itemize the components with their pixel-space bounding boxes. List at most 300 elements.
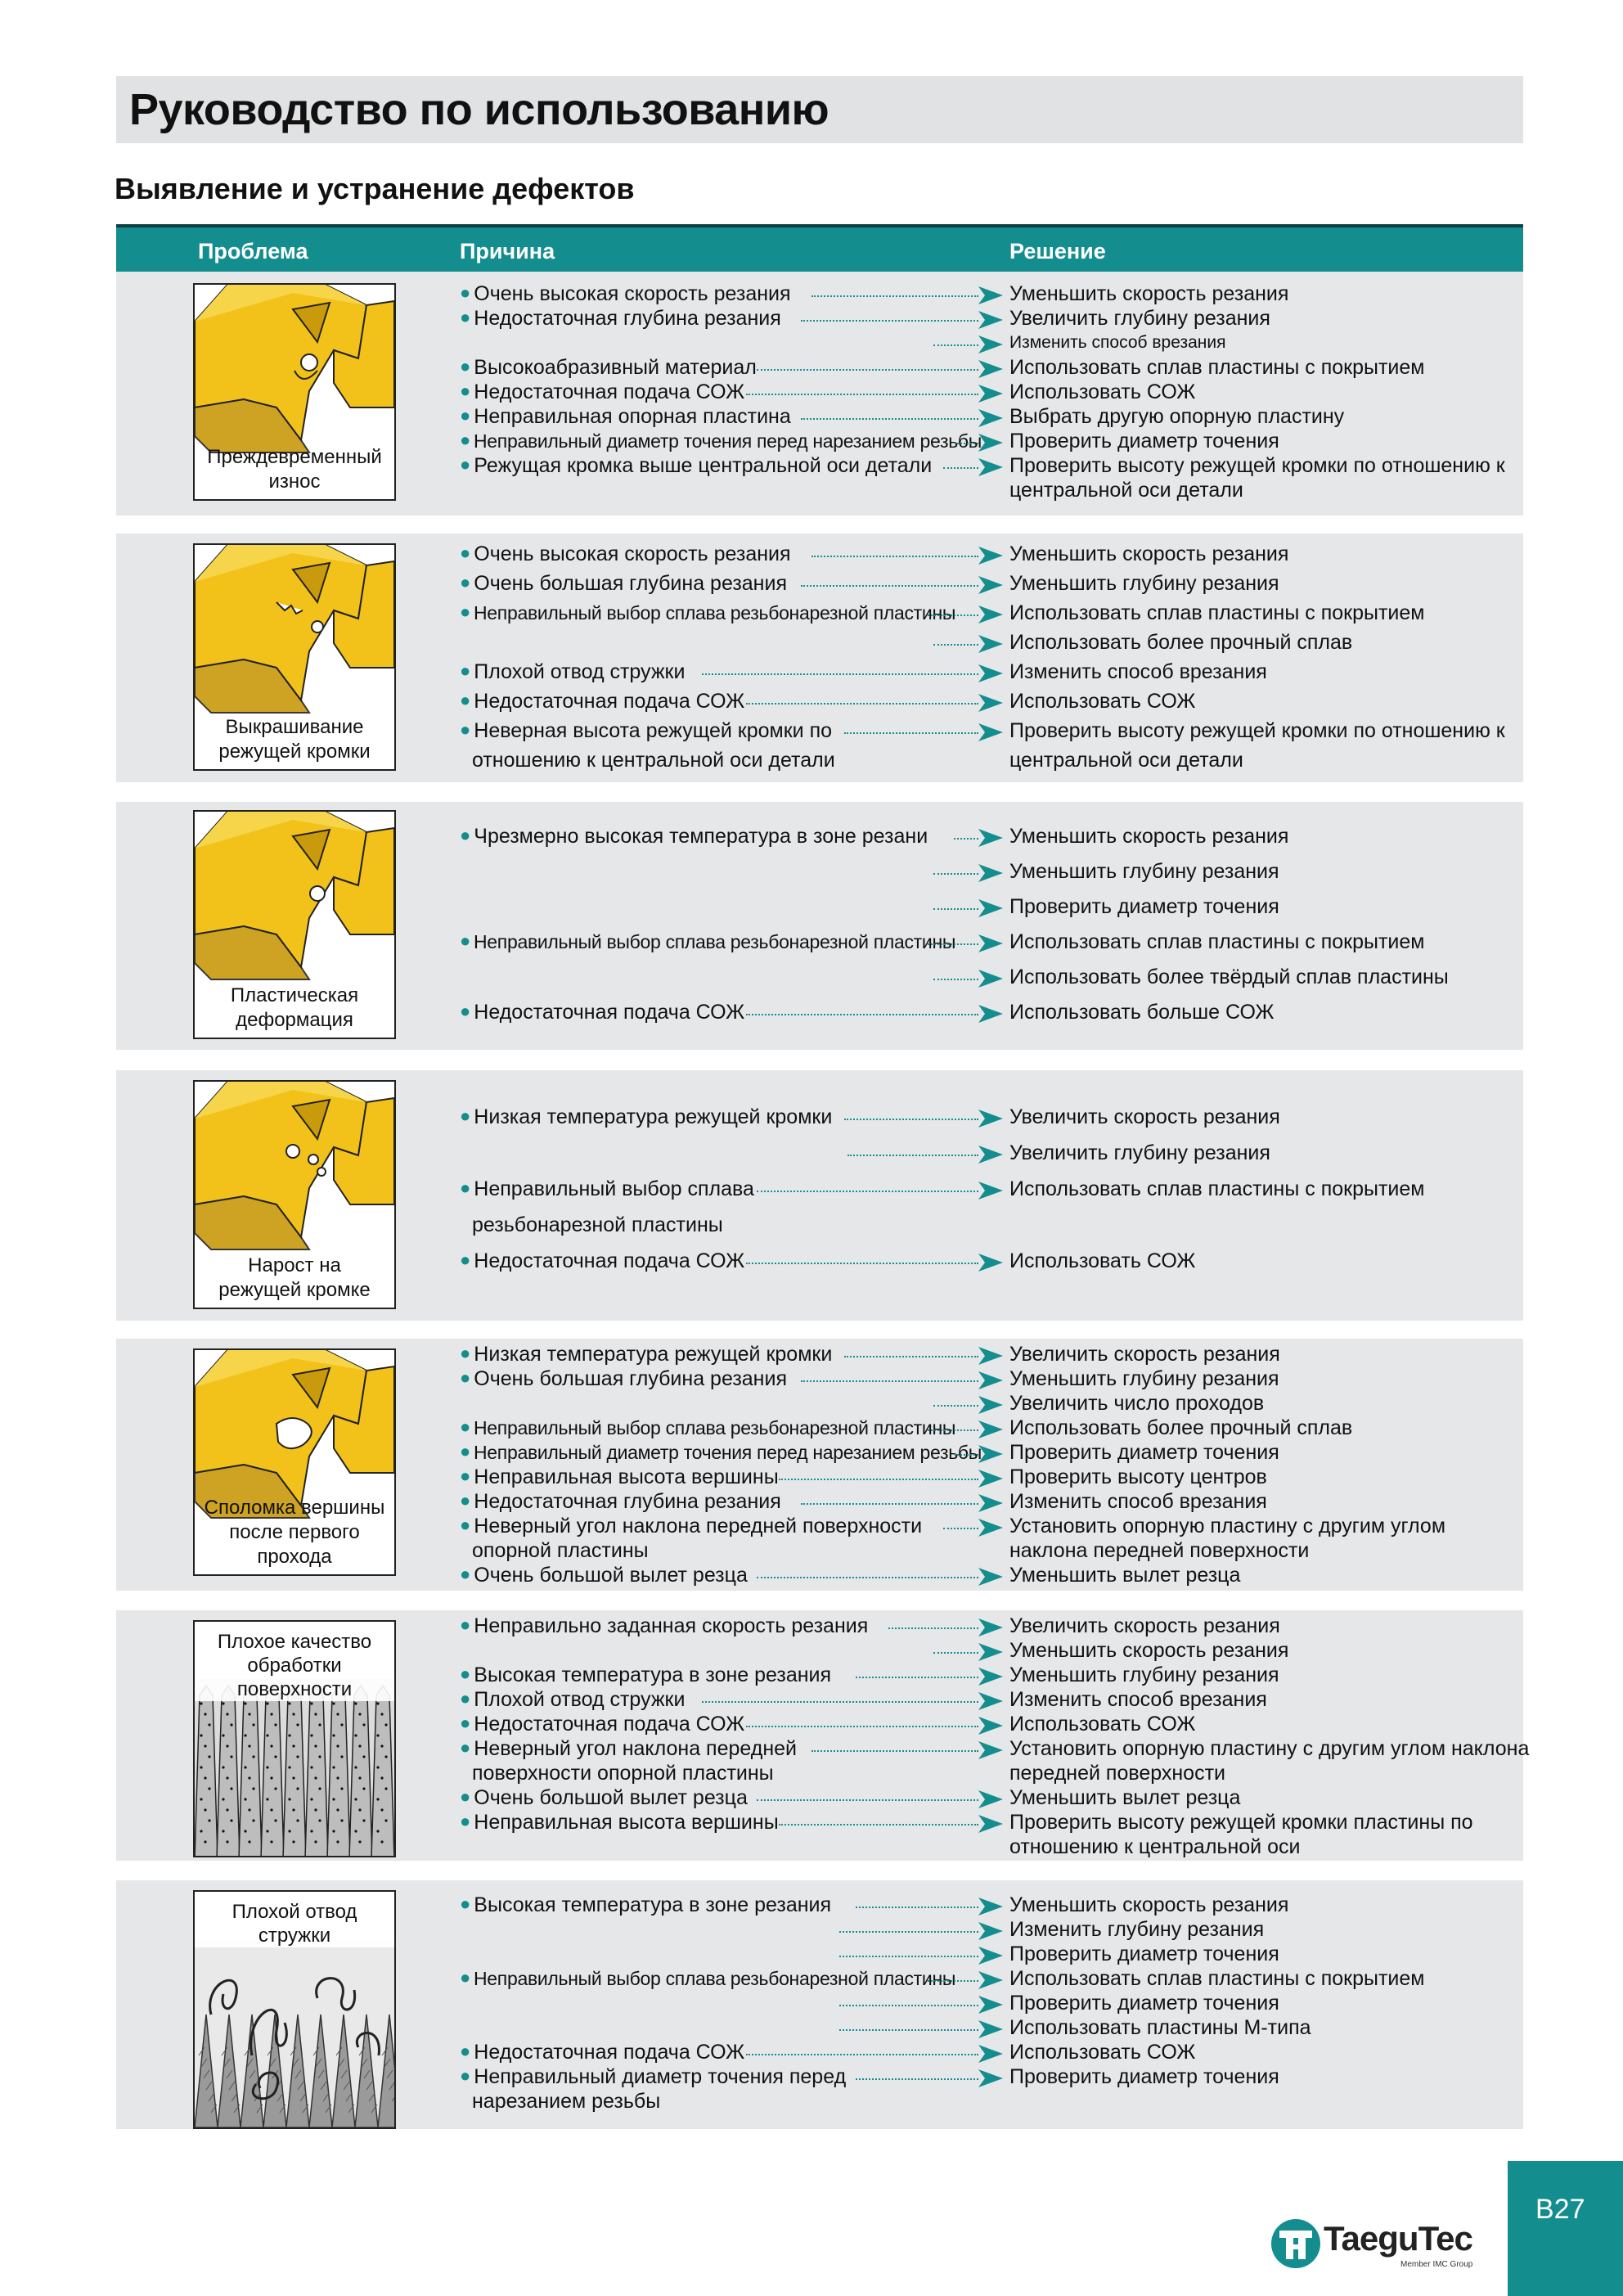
arrow-right-icon bbox=[978, 1396, 1003, 1414]
cause-text bbox=[460, 2089, 660, 2114]
bullet-icon: ● bbox=[460, 1564, 471, 1584]
solution-text: Проверить диаметр точения bbox=[1009, 1943, 1279, 1965]
leader-dots bbox=[844, 732, 978, 734]
cause-text bbox=[460, 1177, 754, 1202]
arrow-right-icon bbox=[978, 385, 1003, 403]
cause-label: Очень высокая скорость резания bbox=[474, 542, 791, 565]
leader-dots bbox=[757, 1577, 978, 1578]
cause-text bbox=[460, 1465, 779, 1490]
arrow-right-icon bbox=[978, 1971, 1003, 1989]
leader-dots bbox=[955, 1454, 978, 1456]
table-row bbox=[116, 404, 1523, 429]
arrow-right-icon bbox=[978, 1618, 1003, 1636]
cause-text bbox=[460, 660, 685, 685]
cause-text bbox=[460, 1712, 744, 1737]
table-row bbox=[116, 1000, 1523, 1024]
solution-text: Проверить диаметр точения bbox=[1009, 1441, 1279, 1464]
table-row bbox=[116, 1489, 1523, 1514]
solution-text: Использовать сплав пластины с покрытием bbox=[1009, 1177, 1425, 1200]
cause-label: Недостаточная подача СОЖ bbox=[474, 380, 745, 403]
solution-text: Проверить высоту режущей кромки по отношению к bbox=[1009, 454, 1505, 477]
solution-text: центральной оси детали bbox=[1009, 749, 1243, 772]
table-row bbox=[116, 1440, 1523, 1465]
table-row bbox=[116, 1835, 1523, 1859]
cause-label: Низкая температура режущей кромки bbox=[474, 1343, 833, 1366]
cause-text bbox=[460, 1966, 955, 1992]
problem-label-line: износ bbox=[268, 470, 321, 493]
table-row bbox=[116, 630, 1523, 655]
leader-dots bbox=[757, 1191, 978, 1192]
cause-label: Очень большая глубина резания bbox=[474, 1367, 787, 1390]
leader-dots bbox=[779, 1479, 978, 1480]
bullet-icon: ● bbox=[460, 1786, 471, 1807]
table-row bbox=[116, 2015, 1523, 2040]
arrow-right-icon bbox=[978, 434, 1003, 452]
table-row bbox=[116, 930, 1523, 954]
leader-dots bbox=[928, 615, 978, 616]
cause-text bbox=[460, 1785, 748, 1811]
leader-dots bbox=[746, 1726, 978, 1727]
problem-label-line: Плохое качество bbox=[217, 1631, 372, 1653]
cause-text bbox=[460, 281, 791, 307]
arrow-right-icon bbox=[978, 1005, 1003, 1023]
table-row bbox=[116, 689, 1523, 714]
solution-text: Уменьшить скорость резания bbox=[1009, 825, 1289, 848]
title-bar bbox=[116, 76, 1523, 143]
solution-text: центральной оси детали bbox=[1009, 479, 1243, 502]
cause-text bbox=[460, 355, 757, 380]
cause-label: Режущая кромка выше центральной оси детали bbox=[474, 454, 933, 477]
cause-text bbox=[460, 1416, 955, 1441]
table-row bbox=[116, 1342, 1523, 1366]
cause-label: нарезанием резьбы bbox=[472, 2090, 661, 2113]
cause-label: резьбонарезной пластины bbox=[472, 1213, 723, 1236]
bullet-icon: ● bbox=[460, 1177, 471, 1198]
cause-text bbox=[460, 571, 787, 597]
leader-dots bbox=[928, 1980, 978, 1982]
arrow-right-icon bbox=[978, 409, 1003, 427]
cause-text bbox=[460, 824, 928, 849]
arrow-right-icon bbox=[978, 1947, 1003, 1965]
leader-dots bbox=[839, 1956, 978, 1957]
leader-dots bbox=[839, 2029, 978, 2031]
cause-label: Чрезмерно высокая температура в зоне резани bbox=[474, 825, 928, 848]
arrow-right-icon bbox=[978, 1815, 1003, 1833]
problem-label-line: режущей кромки bbox=[218, 741, 371, 763]
cause-label: опорной пластины bbox=[472, 1539, 649, 1562]
table-row bbox=[116, 824, 1523, 849]
leader-dots bbox=[812, 556, 978, 557]
arrow-right-icon bbox=[978, 547, 1003, 565]
cause-label: Высокая температура в зоне резания bbox=[474, 1893, 832, 1916]
table-row bbox=[116, 281, 1523, 306]
table-row bbox=[116, 1141, 1523, 1165]
arrow-right-icon bbox=[978, 1182, 1003, 1200]
table-row bbox=[116, 718, 1523, 743]
leader-dots bbox=[933, 1652, 978, 1654]
cause-label: Низкая температура режущей кромки bbox=[474, 1105, 833, 1128]
table-row bbox=[116, 1249, 1523, 1273]
leader-dots bbox=[888, 1627, 978, 1629]
table-row bbox=[116, 1514, 1523, 1538]
table-row bbox=[116, 894, 1523, 919]
cause-text bbox=[460, 1893, 831, 1918]
leader-dots bbox=[746, 1014, 978, 1015]
cause-label: Неправильная высота вершины bbox=[474, 1465, 779, 1488]
table-row bbox=[116, 453, 1523, 478]
brand-subtitle: Member IMC Group bbox=[1400, 2260, 1473, 2269]
table-row bbox=[116, 1465, 1523, 1489]
arrow-right-icon bbox=[978, 723, 1003, 741]
cause-text bbox=[460, 1213, 723, 1237]
table-row bbox=[116, 1213, 1523, 1237]
bullet-icon: ● bbox=[460, 930, 470, 951]
table-row bbox=[116, 859, 1523, 884]
cause-label: Недостаточная глубина резания bbox=[474, 307, 781, 330]
solution-text: Использовать СОЖ bbox=[1009, 1713, 1196, 1736]
leader-dots bbox=[801, 1503, 978, 1505]
bullet-icon: ● bbox=[460, 1737, 471, 1758]
cause-label: Недостаточная подача СОЖ bbox=[474, 690, 745, 713]
leader-dots bbox=[801, 585, 978, 587]
table-row bbox=[116, 748, 1523, 772]
arrow-right-icon bbox=[978, 2020, 1003, 2038]
table-row bbox=[116, 478, 1523, 502]
cause-text bbox=[460, 2064, 846, 2090]
cause-text bbox=[460, 930, 955, 955]
cause-label: Очень большой вылет резца bbox=[474, 1564, 748, 1587]
arrow-right-icon bbox=[978, 1254, 1003, 1272]
problem-label-line: Нарост на bbox=[248, 1254, 341, 1276]
arrow-right-icon bbox=[978, 1996, 1003, 2014]
cause-text bbox=[460, 1761, 774, 1785]
cause-text bbox=[460, 2040, 744, 2065]
table-row bbox=[116, 1416, 1523, 1440]
cause-label: Неверный угол наклона передней bbox=[474, 1737, 798, 1760]
solution-text: Уменьшить глубину резания bbox=[1009, 1367, 1279, 1390]
table-row bbox=[116, 1638, 1523, 1663]
table-row bbox=[116, 1538, 1523, 1563]
problem-block bbox=[116, 1339, 1523, 1591]
bullet-icon: ● bbox=[460, 1811, 471, 1831]
bullet-icon: ● bbox=[460, 1105, 471, 1126]
bullet-icon: ● bbox=[460, 1713, 471, 1733]
solution-text: Использовать более прочный сплав bbox=[1009, 1416, 1353, 1439]
column-header-problem: Проблема bbox=[198, 239, 308, 263]
table-row bbox=[116, 571, 1523, 596]
solution-text: Увеличить число проходов bbox=[1009, 1392, 1265, 1415]
cause-label: Неправильно заданная скорость резания bbox=[474, 1614, 869, 1637]
table-row bbox=[116, 1366, 1523, 1391]
table-row bbox=[116, 1761, 1523, 1785]
solution-text: Проверить высоту центров bbox=[1009, 1465, 1267, 1488]
cause-text bbox=[460, 1663, 831, 1688]
bullet-icon: ● bbox=[460, 1441, 470, 1461]
bullet-icon: ● bbox=[460, 719, 471, 740]
arrow-right-icon bbox=[978, 1371, 1003, 1389]
table-row bbox=[116, 1177, 1523, 1201]
bullet-icon: ● bbox=[460, 405, 471, 425]
leader-dots bbox=[933, 908, 978, 910]
cause-text bbox=[460, 718, 832, 744]
arrow-right-icon bbox=[978, 286, 1003, 304]
arrow-right-icon bbox=[978, 311, 1003, 329]
table-row bbox=[116, 306, 1523, 331]
arrow-right-icon bbox=[978, 1741, 1003, 1759]
solution-text: Проверить диаметр точения bbox=[1009, 1992, 1279, 2015]
problem-block bbox=[116, 1610, 1530, 1861]
cause-text bbox=[460, 1514, 922, 1539]
arrow-right-icon bbox=[978, 934, 1003, 952]
cause-text bbox=[460, 601, 955, 626]
column-header-solution: Решение bbox=[1009, 239, 1106, 263]
solution-text: Проверить высоту режущей кромки по отношению к bbox=[1009, 719, 1505, 742]
cause-text bbox=[460, 429, 982, 454]
problem-block bbox=[116, 533, 1523, 782]
table-row bbox=[116, 1785, 1523, 1810]
arrow-right-icon bbox=[978, 576, 1003, 594]
leader-dots bbox=[757, 1799, 978, 1801]
solution-text: Увеличить скорость резания bbox=[1009, 1614, 1280, 1637]
table-row bbox=[116, 1736, 1530, 1761]
table-row bbox=[116, 1712, 1523, 1736]
brand-name: TaeguTec bbox=[1324, 2219, 1472, 2258]
table-row bbox=[116, 660, 1523, 684]
cause-text bbox=[460, 748, 835, 772]
bullet-icon: ● bbox=[460, 542, 471, 563]
cause-text bbox=[460, 1538, 649, 1563]
solution-text: Использовать более твёрдый сплав пластины bbox=[1009, 966, 1449, 988]
cause-text bbox=[460, 306, 781, 331]
arrow-right-icon bbox=[978, 1568, 1003, 1586]
solution-text: Установить опорную пластину с другим углом наклона bbox=[1009, 1737, 1530, 1760]
arrow-right-icon bbox=[978, 1146, 1003, 1164]
arrow-right-icon bbox=[978, 829, 1003, 847]
solution-text: Уменьшить скорость резания bbox=[1009, 1639, 1289, 1662]
cause-text bbox=[460, 1366, 787, 1392]
table-row bbox=[116, 2089, 1523, 2114]
bullet-icon: ● bbox=[460, 572, 471, 592]
cause-label: Плохой отвод стружки bbox=[474, 1688, 686, 1711]
cause-label: Неправильный выбор сплава bbox=[474, 1177, 754, 1200]
leader-dots bbox=[943, 1528, 978, 1529]
cause-text bbox=[460, 689, 744, 714]
leader-dots bbox=[812, 295, 978, 297]
table-row bbox=[116, 1893, 1523, 1917]
cause-label: Очень большой вылет резца bbox=[474, 1786, 748, 1809]
table-row bbox=[116, 1991, 1523, 2015]
leader-dots bbox=[856, 1677, 978, 1678]
leader-dots bbox=[847, 1155, 978, 1156]
leader-dots bbox=[933, 344, 978, 346]
cause-label: Высокоабразивный материал bbox=[474, 356, 757, 379]
solution-text: Уменьшить глубину резания bbox=[1009, 1663, 1279, 1686]
solution-text: Изменить способ врезания bbox=[1009, 333, 1226, 352]
leader-dots bbox=[746, 2054, 978, 2055]
table-row bbox=[116, 429, 1523, 453]
leader-dots bbox=[954, 838, 978, 840]
solution-text: Использовать СОЖ bbox=[1009, 690, 1196, 713]
solution-text: Уменьшить глубину резания bbox=[1009, 860, 1279, 883]
problem-label-line: Плохой отвод стружки bbox=[232, 1901, 357, 1947]
leader-dots bbox=[844, 1356, 978, 1357]
solution-text: Использовать сплав пластины с покрытием bbox=[1009, 930, 1425, 953]
cause-label: Неправильная высота вершины bbox=[474, 1811, 779, 1834]
cause-text bbox=[460, 1614, 868, 1639]
bullet-icon: ● bbox=[460, 1688, 471, 1708]
bullet-icon: ● bbox=[460, 454, 471, 475]
cause-label: Очень большая глубина резания bbox=[474, 572, 787, 595]
cause-text bbox=[460, 453, 932, 479]
problem-label-line: обработки поверхности bbox=[236, 1654, 353, 1700]
taegutec-logo bbox=[1270, 2214, 1482, 2276]
solution-text: Проверить диаметр точения bbox=[1009, 430, 1279, 452]
solution-text: отношению к центральной оси bbox=[1009, 1835, 1301, 1858]
page-title: Руководство по использованию bbox=[129, 85, 829, 134]
arrow-right-icon bbox=[978, 1347, 1003, 1365]
bullet-icon: ● bbox=[460, 1465, 471, 1486]
leader-dots bbox=[702, 1701, 978, 1703]
cause-label: Недостаточная подача СОЖ bbox=[474, 2041, 745, 2064]
bullet-icon: ● bbox=[460, 601, 470, 622]
solution-text: Изменить способ врезания bbox=[1009, 1688, 1267, 1711]
solution-text: Изменить способ врезания bbox=[1009, 660, 1267, 683]
solution-text: Установить опорную пластину с другим углом bbox=[1009, 1515, 1446, 1537]
solution-text: Использовать СОЖ bbox=[1009, 1249, 1196, 1272]
column-header-cause: Причина bbox=[460, 239, 555, 263]
bullet-icon: ● bbox=[460, 1343, 471, 1363]
solution-text: Проверить диаметр точения bbox=[1009, 895, 1279, 918]
table-row bbox=[116, 1810, 1523, 1835]
solution-text: Проверить диаметр точения bbox=[1009, 2065, 1279, 2088]
table-row bbox=[116, 1917, 1523, 1942]
arrow-right-icon bbox=[978, 360, 1003, 378]
table-row bbox=[116, 1966, 1523, 1991]
cause-text bbox=[460, 380, 744, 405]
leader-dots bbox=[702, 673, 978, 675]
leader-dots bbox=[928, 943, 978, 945]
cause-label: Неправильный выбор сплава резьбонарезной пластины bbox=[474, 1968, 956, 1989]
arrow-right-icon bbox=[978, 1922, 1003, 1940]
page-number: B27 bbox=[1535, 2194, 1585, 2225]
table-row bbox=[116, 542, 1523, 566]
arrow-right-icon bbox=[978, 1668, 1003, 1686]
problem-label-line: Пластическая bbox=[230, 984, 359, 1006]
bullet-icon: ● bbox=[460, 1249, 471, 1270]
arrow-right-icon bbox=[978, 1420, 1003, 1438]
cause-label: Неправильный диаметр точения перед bbox=[474, 2065, 847, 2088]
table-row bbox=[116, 1687, 1523, 1712]
cause-label: Недостаточная подача СОЖ bbox=[474, 1713, 745, 1736]
bullet-icon: ● bbox=[460, 2065, 471, 2086]
cause-label: Неправильный выбор сплава резьбонарезной пластины bbox=[474, 602, 956, 624]
table-row bbox=[116, 1614, 1523, 1638]
arrow-right-icon bbox=[978, 864, 1003, 882]
arrow-right-icon bbox=[978, 1790, 1003, 1808]
solution-text: Уменьшить скорость резания bbox=[1009, 542, 1289, 565]
table-row bbox=[116, 380, 1523, 404]
solution-text: Изменить способ врезания bbox=[1009, 1490, 1267, 1513]
leader-dots bbox=[933, 644, 978, 646]
cause-label: поверхности опорной пластины bbox=[472, 1762, 774, 1785]
solution-text: Использовать сплав пластины с покрытием bbox=[1009, 601, 1425, 624]
table-row bbox=[116, 1663, 1523, 1687]
cause-label: Плохой отвод стружки bbox=[474, 660, 686, 683]
table-header bbox=[116, 224, 1523, 275]
solution-text: Уменьшить глубину резания bbox=[1009, 572, 1279, 595]
bullet-icon: ● bbox=[460, 430, 470, 450]
solution-text: Уменьшить вылет резца bbox=[1009, 1564, 1241, 1587]
arrow-right-icon bbox=[978, 664, 1003, 682]
solution-text: Уменьшить вылет резца bbox=[1009, 1786, 1241, 1809]
bullet-icon: ● bbox=[460, 1001, 471, 1021]
solution-text: Увеличить скорость резания bbox=[1009, 1105, 1280, 1128]
solution-text: Использовать больше СОЖ bbox=[1009, 1001, 1275, 1024]
leader-dots bbox=[801, 320, 978, 322]
problem-block bbox=[116, 1070, 1523, 1321]
leader-dots bbox=[812, 1750, 978, 1752]
problem-label-line: режущей кромке bbox=[218, 1279, 371, 1301]
cause-text bbox=[460, 1489, 781, 1515]
leader-dots bbox=[839, 2005, 978, 2006]
bullet-icon: ● bbox=[460, 1515, 471, 1535]
arrow-right-icon bbox=[978, 635, 1003, 653]
taegutec-emblem-icon bbox=[1270, 2217, 1322, 2270]
table-row bbox=[116, 2064, 1523, 2089]
solution-text: передней поверхности bbox=[1009, 1762, 1226, 1785]
leader-dots bbox=[746, 1263, 978, 1264]
problem-block bbox=[116, 802, 1523, 1050]
solution-text: Увеличить глубину резания bbox=[1009, 1141, 1270, 1164]
problem-label-line: после первого прохода bbox=[229, 1521, 360, 1568]
arrow-right-icon bbox=[978, 606, 1003, 624]
bullet-icon: ● bbox=[460, 1967, 470, 1988]
leader-dots bbox=[928, 1429, 978, 1431]
cause-label: Неправильный выбор сплава резьбонарезной пластины bbox=[474, 931, 956, 952]
solution-text: Уменьшить скорость резания bbox=[1009, 1893, 1289, 1916]
arrow-right-icon bbox=[978, 694, 1003, 712]
solution-text: Уменьшить скорость резания bbox=[1009, 282, 1289, 305]
arrow-right-icon bbox=[978, 1110, 1003, 1128]
arrow-right-icon bbox=[978, 1898, 1003, 1916]
solution-text: Увеличить скорость резания bbox=[1009, 1343, 1280, 1366]
bullet-icon: ● bbox=[460, 1416, 470, 1437]
bullet-icon: ● bbox=[460, 380, 471, 401]
leader-dots bbox=[943, 467, 978, 469]
arrow-right-icon bbox=[978, 1494, 1003, 1512]
bullet-icon: ● bbox=[460, 660, 471, 681]
cause-label: Неверная высота режущей кромки по bbox=[474, 719, 833, 742]
bullet-icon: ● bbox=[460, 1367, 471, 1388]
arrow-right-icon bbox=[978, 1692, 1003, 1710]
cause-label: отношению к центральной оси детали bbox=[472, 749, 835, 772]
leader-dots bbox=[933, 873, 978, 875]
table-row bbox=[116, 331, 1523, 355]
cause-label: Недостаточная подача СОЖ bbox=[474, 1249, 745, 1272]
leader-dots bbox=[746, 703, 978, 705]
table-row bbox=[116, 355, 1523, 380]
cause-text bbox=[460, 1000, 744, 1025]
solution-text: Проверить высоту режущей кромки пластины по bbox=[1009, 1811, 1473, 1834]
solution-text: Использовать пластины М-типа bbox=[1009, 2016, 1311, 2039]
arrow-right-icon bbox=[978, 335, 1003, 353]
table-row bbox=[116, 2040, 1523, 2064]
page-number-tab bbox=[1508, 2161, 1623, 2296]
solution-text: Выбрать другую опорную пластину bbox=[1009, 405, 1345, 428]
cause-label: Недостаточная подача СОЖ bbox=[474, 1001, 745, 1024]
problem-block bbox=[116, 272, 1523, 515]
solution-text: Использовать сплав пластины с покрытием bbox=[1009, 1967, 1425, 1990]
